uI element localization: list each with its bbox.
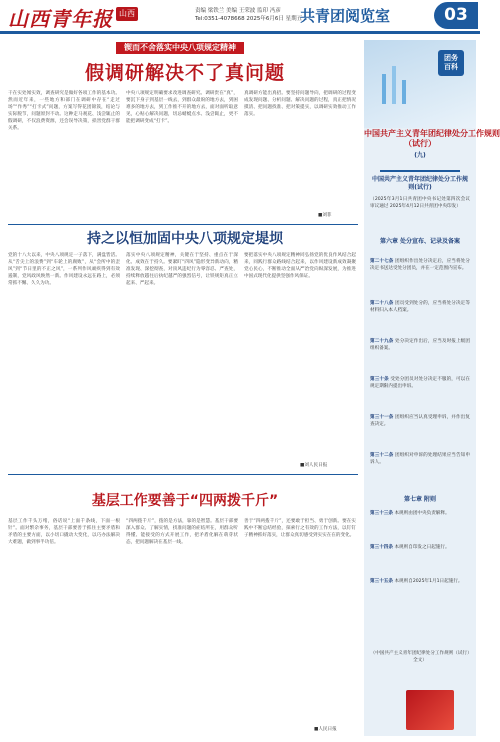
sidebar-article-27: 第二十七条 团组织作出处分决定后，应当将处分决定书送达受处分团员，并在一定范围内宣布。 [370,259,470,271]
article2-byline: ■刘人民日报 [300,463,328,468]
book-cover-image [406,690,454,730]
sidebar-article-29: 第二十九条 处分决定作出后，应当及时报上级团组织备案。 [370,339,470,351]
sidebar-chapter6: 第六章 处分宣布、记录及备案 [379,238,461,245]
newspaper-logo: 山西青年报 [8,7,113,31]
divider [380,170,460,172]
book-caption: （中国共产主义青年团纪律处分工作规则（试行）全文） [370,651,470,663]
sidebar-subtitle: 中国共产主义青年团纪律处分工作规则(试行) [371,176,468,191]
article1-byline: ■刘菲 [318,213,332,218]
sidebar-title-suffix: （试行） [404,139,436,148]
article3-headline: 基层工作要善于“四两拨千斤” [91,493,279,509]
article1-headline: 假调研解决不了真问题 [84,62,285,84]
article1-col3: 真调研方能出真招。要坚持问题导向，把调研的过程变成发现问题、分析问题、解决问题的过程，真正把情况摸清、把问题找准、把对策提实，以调研实效推动工作落实。 [244,91,356,117]
sidebar-article-33: 第三十三条 本规则由团中央负责解释。 [370,511,450,516]
sidebar-article-28: 第二十八条 团员受到处分的，应当将处分决定等材料归入本人档案。 [370,301,470,313]
article3-col3: 善于“四两拨千斤”，还要敢于担当、勇于创新。要在实践中不断总结经验，探索行之有效的工作方法，以钉钉子精神抓好落实，让群众真切感受到实实在在的变化。 [244,519,356,538]
article2-col3: 要把落实中央八项规定精神同弘扬党的优良作风结合起来，同践行群众路线结合起来，以作风建设新成效凝聚党心民心，不断推动全面从严治党向纵深发展，为推进中国式现代化提供坚强作风保证。 [244,253,356,279]
sidebar-issue: (九) [414,152,426,159]
column-badge: 团务 百科 [438,50,464,76]
sidebar-title: 中国共产主义青年团纪律处分工作规则 [364,129,500,138]
sidebar-article-32: 第三十二条 团组织对申诉的处理结果应当告知申诉人。 [370,453,470,465]
decorative-bar [392,66,396,104]
divider [8,474,358,475]
article2-col2: 落实中央八项规定精神，关键在于坚持、重点在于深化、成效在于持久。要紧盯“四风”隐形变异新动向，精准发现、深挖彻查，对顶风违纪行为零容忍、严查处，持续释放越往后执纪越严的强烈信号，让铁规矩真正立起来、严起来。 [126,253,238,286]
logo-stamp: 山西 [116,7,138,21]
article3-byline: ■人民日报 [314,727,337,732]
article2-col1: 党的十八大以来，中央八项规定一子落下，满盘皆活。从“舌尖上的浪费”到“车轮上的腐败”，从“会所中的歪风”到“节日里的不正之风”，一系列作风顽疾得到有效遏制，党风政风焕然一新。作风建设永远在路上，必须常抓不懈、久久为功。 [8,253,120,286]
article1-col2: 中央八项规定明确要求改进调查研究。调研贵在“真”，要沉下身子到基层一线去，到群众最盼的地方去，到困难多的地方去，到工作推不开的地方去，面对面听取意见，心贴心解决问题，切忌蜻蜓点水、浅尝辄止，更不能把调研变成“打卡”。 [126,91,238,124]
page-number: 03 [434,2,478,29]
article1-kicker: 锲而不舍落实中央八项规定精神 [116,42,244,54]
sidebar-article-30: 第三十条 受处分团员对处分决定不服的，可以在规定期限内提出申诉。 [370,377,470,389]
section-title: 共青团阅览室 [300,7,391,25]
sidebar-article-34: 第三十四条 本规则自印发之日起施行。 [370,545,450,550]
article2-headline: 持之以恒加固中央八项规定堤坝 [87,231,283,247]
divider [8,224,358,225]
sidebar-article-31: 第三十一条 团组织应当认真受理申诉，并作出复查决定。 [370,415,470,427]
contact-date: Tel:0351-4078668 2025年6月6日 星期五 [195,16,303,22]
article3-col1: 基层工作千头万绪，俗话说“上面千条线，下面一根针”。面对繁杂事务，基层干部要善于抓住主要矛盾和矛盾的主要方面，以小切口撬动大变化，以巧办法解决大难题，做到事半功倍。 [8,519,120,545]
article1-col1: 干在实处闻实效，调查研究是做好各项工作的基本功。然而近年来，一些地方和部门在调研中存在“走过场”“作秀”“打卡式”问题，方案写得花团锦簇，结论与实际脱节，问题原封不动。这种走马观花、浅尝辄止的假调研，不仅浪费资源，还会误导决策，损害党群干群关系。 [8,91,120,131]
sidebar-chapter7: 第七章 附则 [403,496,437,503]
sidebar-intro: （2025年3月1日共青团中央书记处第四次会议审议通过 2025年4月12日共青团中央印发） [370,197,470,209]
article3-col2: “四两拨千斤”，拨的是方法，靠的是智慧。基层干部要深入群众、了解实情，找准问题的症结所在，用群众听得懂、能接受的方式开展工作，把矛盾化解在萌芽状态，把问题解决在基层一线。 [126,519,238,545]
sidebar-article-35: 第三十五条 本规则自2025年1月1日起施行。 [370,579,463,584]
decorative-bar [382,74,386,104]
decorative-bar [402,80,406,104]
editor-credits: 责编 梁铁兰 美编 王荣波 监印 冯彦 [195,8,281,14]
